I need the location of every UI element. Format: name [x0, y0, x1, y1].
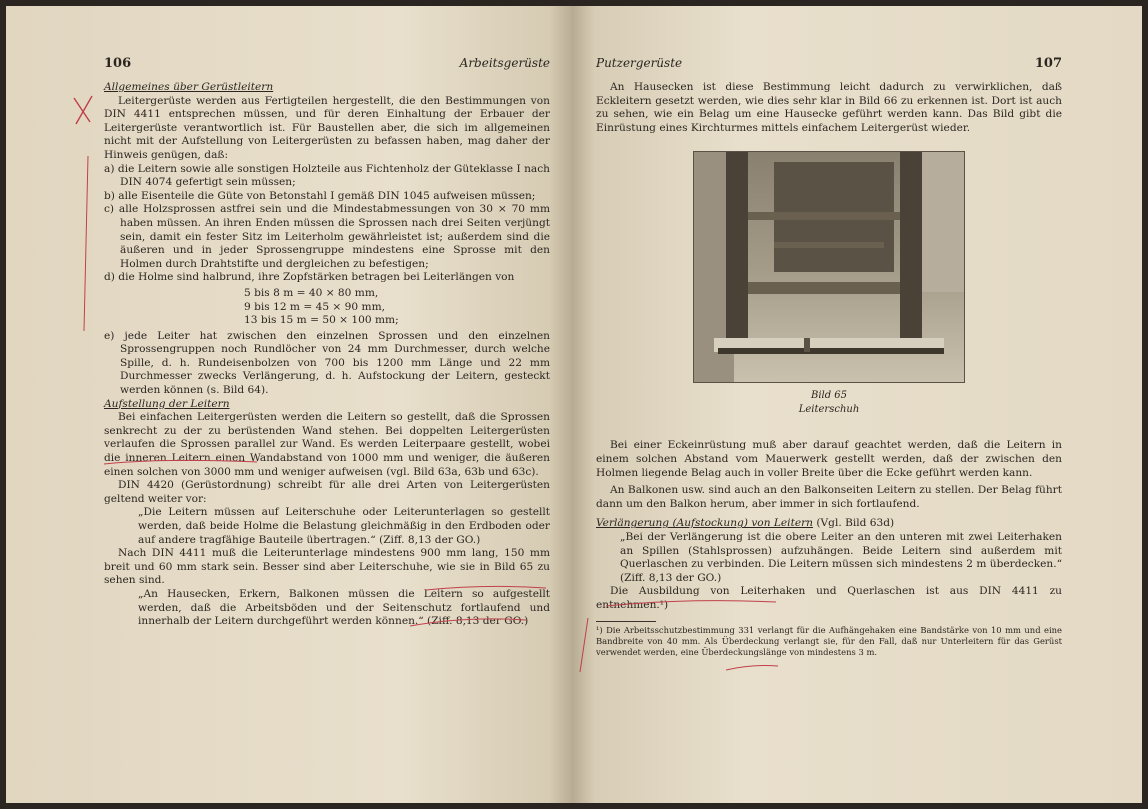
figure-title: Leiterschuh: [798, 404, 860, 416]
dimension-row: 13 bis 15 m = 50 × 100 mm;: [244, 314, 399, 327]
list-item-a: a) die Leitern sowie alle sonstigen Holzteile aus Fichtenholz der Güteklasse I nach DIN 4074 gefertigt sein müssen;: [104, 162, 550, 189]
pencil-underline-icon: [586, 586, 786, 616]
figure-caption: [596, 389, 1062, 417]
paragraph: Nach DIN 4411 muß die Leiterunterlage mindestens 900 mm lang, 150 mm breit und 60 mm stark sein. Besser sind aber Leiterschuhe, wie sie in Bild 65 zu sehen sind.: [104, 547, 550, 587]
book-spread: [6, 6, 1142, 803]
list-item-d: d) die Holme sind halbrund, ihre Zopfstärken betragen bei Leiterlängen von: [104, 271, 515, 284]
left-page-header: [104, 56, 550, 71]
list-item-e: e) jede Leiter hat zwischen den einzelnen Sprossen und den einzelnen Sprossengruppen noch Rundlöcher von 24 mm Durchmesser, durch welche Spille, d. h. Rundeisenbolzen von 700 bis 1200 mm Länge und 22 mm Durchmesser zwecks Verlängerung, d. h. Aufstockung der Leitern, gesteckt werden können (s. Bild 64).: [104, 329, 550, 397]
pencil-margin-line-icon: [574, 616, 594, 676]
left-page-body: [104, 81, 550, 629]
dimension-row: 5 bis 8 m = 40 × 80 mm,: [244, 286, 379, 299]
section-heading-ref: (Vgl. Bild 63d): [816, 517, 895, 530]
section-heading-extension: [596, 517, 1062, 531]
ladder-shoe-photo: [693, 151, 965, 383]
ladder-shoe-illustration: [694, 152, 964, 382]
figure-number: Bild 65: [810, 390, 848, 402]
list-item-b: b) alle Eisenteile die Güte von Betonstahl I gemäß DIN 1045 aufweisen müssen;: [104, 189, 536, 202]
right-page-body: [596, 81, 1062, 658]
right-page-header: [596, 56, 1062, 71]
footnote: ¹) Die Arbeitsschutzbestimmung 331 verlangt für die Aufhängehaken eine Bandstärke von 10 mm und eine Bandbreite von 40 mm. Als Überdeckung verlangt sie, für den Fall, daß nur Unterleitern für das Gerüst verwendet werden, eine Überdeckungslänge von mindestens 3 m.: [596, 624, 1062, 657]
quotation: „Bei der Verlängerung ist die obere Leiter an den unteren mit zwei Leiterhaken an Spillen (Stahlsprossen) aufzuhängen. Beide Leitern sind außerdem mit Querlaschen zu verbinden. Die Leitern müssen sich mindestens 2 m überdecken.“ (Ziff. 8,13 der GO.): [620, 530, 1062, 584]
paragraph: Bei einfachen Leitergerüsten werden die Leitern so gestellt, daß die Sprossen senkrecht zu der zu berüstenden Wand stehen. Bei doppelten Leitergerüsten verlaufen die Sprossen parallel zur Wand. Es werden Leiterpaare gestellt, wobei die inneren Leitern einen Wandabstand von 1000 mm und weniger, die äußeren einen solchen von 3000 mm und weniger aufweisen (vgl. Bild 63a, 63b und 63c).: [104, 411, 550, 478]
left-page: [6, 6, 572, 803]
section-heading-text: Verlängerung (Aufstockung) von Leitern: [596, 517, 813, 530]
right-page: [572, 6, 1142, 803]
dimension-table: [104, 287, 550, 328]
running-title-left: Arbeitsgerüste: [459, 56, 550, 70]
dimension-row: 9 bis 12 m = 45 × 90 mm,: [244, 300, 385, 313]
pencil-underline-icon: [722, 656, 782, 676]
pencil-underline-icon: [102, 454, 262, 468]
footnote-rule: [596, 621, 656, 622]
page-number-right: 107: [1034, 56, 1062, 71]
paragraph: Leitergerüste werden aus Fertigteilen hergestellt, die den Bestimmungen von DIN 4411 entsprechen müssen, und für deren Einhaltung der Erbauer der Leitergerüste verantwortlich ist. Für Baustellen aber, die sich im allgemeinen nicht mit der Aufstellung von Leitergerüsten zu befassen haben, mag daher der Hinweis genügen, daß:: [104, 94, 550, 161]
pencil-margin-line-icon: [76, 156, 96, 336]
pencil-underline-icon: [406, 576, 556, 636]
paragraph: DIN 4420 (Gerüstordnung) schreibt für alle drei Arten von Leitergerüsten geltend weiter vor:: [104, 479, 550, 505]
section-heading-setup: Aufstellung der Leitern: [104, 397, 230, 410]
section-heading-general: Allgemeines über Gerüstleitern: [104, 81, 274, 93]
page-number-left: 106: [104, 56, 132, 71]
pencil-cross-mark-icon: [68, 92, 108, 132]
quotation: „Die Leitern müssen auf Leiterschuhe oder Leiterunterlagen so gestellt werden, daß beide Holme die Belastung gleichmäßig in den Erdboden oder auf andere tragfähige Bauteile übertragen.“ (Ziff. 8,13 der GO.): [138, 506, 550, 546]
list-item-c: c) alle Holzsprossen astfrei sein und die Mindestabmessungen von 30 × 70 mm haben müssen. An ihren Enden müssen die Sprossen nach drei Seiten verjüngt sein, damit ein fester Sitz im Leiterholm gewährleistet ist; außerdem sind die äußeren und in jeder Sprossengruppe mindestens eine Sprosse mit den Holmen durch Drahtstifte und dergleichen zu befestigen;: [104, 203, 550, 270]
quotation: „An Hausecken, Erkern, Balkonen müssen die Leitern so aufgestellt werden, daß die Arbeitsböden und der Seitenschutz fortlaufend und innerhalb der Leitern durchgeführt werden können.“ (Ziff. 8,13 der GO.): [138, 587, 550, 628]
paragraph: Bei einer Eckeinrüstung muß aber darauf geachtet werden, daß die Leitern in einem solchen Abstand vom Mauerwerk gestellt werden, daß der zwischen den Holmen liegende Belag auch in voller Breite über die Ecke geführt werden kann.: [596, 439, 1062, 479]
running-title-right: Putzergerüste: [596, 56, 683, 70]
paragraph: Die Ausbildung von Leiterhaken und Querlaschen ist aus DIN 4411 zu entnehmen.¹): [596, 585, 1062, 611]
paragraph: An Hausecken ist diese Bestimmung leicht dadurch zu verwirklichen, daß Eckleitern gesetzt werden, wie dies sehr klar in Bild 66 zu erkennen ist. Dort ist auch zu sehen, wie ein Belag um eine Hausecke geführt werden kann. Das Bild gibt die Einrüstung eines Kirchturmes mittels einfachem Leitergerüst wieder.: [596, 81, 1062, 134]
paragraph: An Balkonen usw. sind auch an den Balkonseiten Leitern zu stellen. Der Belag führt dann um den Balkon herum, aber immer in sich fortlaufend.: [596, 484, 1062, 510]
